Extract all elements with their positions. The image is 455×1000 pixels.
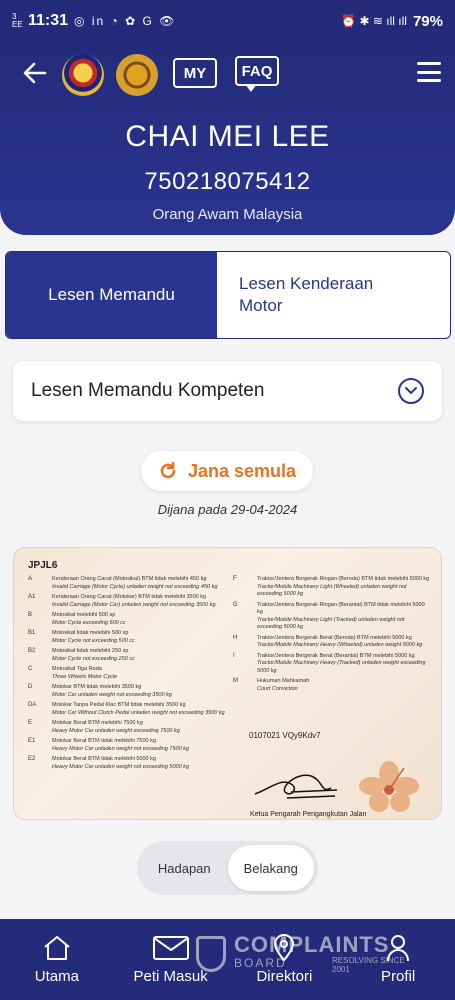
arrow-left-icon (23, 62, 47, 84)
watermark-title: COMPLAINTS (234, 932, 390, 957)
signer-title: Ketua Pengarah Pengangkutan Jalan (250, 811, 367, 818)
license-class-row: H Traktor/Jentera Bergerak Berat (Beroda) BTM melebihi 5000 kg Tractor/Mobile Machinery Heavy (Wheeled) unladen weight 5000 kg (233, 634, 423, 648)
license-classes-col1 (28, 576, 228, 774)
battery-level: 79% (412, 12, 443, 30)
faq-button[interactable] (235, 56, 279, 86)
license-class-row: D Motokar BTM tidak melebihi 3500 kg Motor Car unladen weight not exceeding 3500 kg (28, 684, 172, 698)
carrier-label: 3 EE (12, 12, 23, 29)
license-class-row: M Hukuman Mahkamah Court Conviction (233, 678, 310, 692)
regenerate-label: Jana semula (187, 460, 297, 481)
license-classes-col2 (233, 576, 431, 696)
license-class-row: C Motosikal Tiga Roda Three Wheels Motor Cycle (28, 666, 118, 680)
nav-item-peti-masuk[interactable] (114, 919, 228, 1000)
nav-item-direktori[interactable] (228, 919, 342, 1000)
nav-item-profil[interactable] (341, 919, 455, 1000)
location-icon (271, 934, 297, 962)
tab-lesen-kenderaan-motor[interactable] (217, 252, 450, 338)
tab-lesen-memandu[interactable] (6, 252, 217, 338)
license-class-row: E2 Motokar Berat BTM tidak melebihi 5000 kg Heavy Motor Car unladen weight not exceeding 5000 kg (28, 756, 189, 770)
user-type: Orang Awam Malaysia (152, 206, 303, 223)
user-ic-number: 750218075412 (144, 168, 311, 195)
jpj-logo-icon (116, 54, 158, 96)
tab-label: Lesen Memandu (48, 285, 175, 304)
license-class-row: I Traktor/Jentera Bergerak Berat (Berantai) BTM melebihi 5000 kg Tractor/Mobile Machinery Heavy (Tracked) unladen weight exceeding 5000 kg (233, 652, 426, 674)
license-class-row: E1 Motokar Berat BTM tidak melebihi 7500 kg Heavy Motor Car unladen weight not exceeding 7500 kg (28, 738, 189, 752)
license-class-row: B Motosikal melebihi 500 sp Motor Cycle exceeding 500 cc (28, 612, 126, 626)
license-card-back (13, 547, 442, 820)
chevron-down-icon (398, 378, 424, 404)
system-icons: ⏰ ✱ ≋ ıll ıll (341, 14, 407, 28)
regenerate-button[interactable] (141, 451, 313, 491)
generated-date: Dijana pada 29-04-2024 (157, 502, 298, 517)
faq-label: FAQ (241, 62, 273, 80)
nav-label: Utama (34, 968, 79, 985)
user-name: CHAI MEI LEE (125, 120, 330, 153)
hibiscus-icon (354, 760, 424, 816)
notification-icons: ◎ in ◔ ✿ G 👁 (74, 14, 177, 28)
watermark-board: BOARD (234, 956, 287, 970)
my-label: MY (183, 64, 207, 82)
home-icon (42, 934, 72, 962)
license-type-value: Lesen Memandu Kompeten (31, 380, 265, 401)
license-class-row: B1 Motosikal tidak melebihi 500 sp Motor Cycle not exceeding 500 cc (28, 630, 135, 644)
nav-label: Peti Masuk (133, 968, 208, 985)
nav-item-utama[interactable] (0, 919, 114, 1000)
license-class-row: A1 Kenderaan Orang Cacat (Motokar) BTM tidak melebihi 3500 kg Invalid Carriage (Motor Car) unladen weight not exceeding 3500 kg (28, 594, 216, 608)
signature-icon (251, 758, 341, 808)
refresh-icon (158, 461, 178, 481)
person-icon (385, 934, 411, 962)
profile-header (0, 42, 455, 235)
card-form-code: JPJL6 (28, 560, 58, 571)
bottom-navigation (0, 919, 455, 1000)
license-class-row: E Motokar Berat BTM melebihi 7500 kg Heavy Motor Car unladen weight exceeding 7500 kg (28, 720, 180, 734)
back-side-option[interactable] (228, 845, 315, 891)
back-label: Belakang (243, 860, 298, 876)
nav-label: Profil (381, 968, 416, 985)
card-serial-number: 0107021 VQy9Kdv7 (249, 731, 321, 740)
nav-label: Direktori (256, 968, 313, 985)
card-side-toggle (137, 841, 318, 895)
malaysia-crest-icon (62, 54, 104, 96)
license-class-row: F Traktor/Jentera Bergerak Ringan (Beroda) BTM tidak melebihi 5000 kg Tractor/Mobile Machinery Light (Wheeled) unladen weight not exceeding 5000 kg (233, 576, 430, 597)
license-class-row: A Kenderaan Orang Cacat (Motosikal) BTM tidak melebihi 450 kg Invalid Carriage (Motor Cycle) unladen weight not exceeding 450 kg (28, 576, 218, 590)
mail-icon (152, 934, 190, 962)
license-tabs (5, 251, 451, 339)
front-side-option[interactable] (141, 845, 228, 891)
license-class-row: B2 Motosikal tidak melebihi 250 sp Motor Cycle not exceeding 250 cc (28, 648, 135, 662)
license-class-row: DA Motokar Tanpa Pedal Klac BTM tidak melebihi 3500 kg Motor Car Without Clutch Pedal unladen weight not exceeding 3500 kg (28, 702, 225, 716)
status-bar (0, 0, 455, 42)
license-type-select[interactable] (13, 361, 442, 421)
mysejahtera-button[interactable] (173, 58, 217, 88)
back-button[interactable] (20, 58, 50, 88)
watermark-tagline: RESOLVING SINCE 2001 (332, 956, 405, 974)
hamburger-menu-icon[interactable] (417, 62, 441, 82)
tab-label: Lesen Kenderaan Motor (239, 274, 374, 315)
front-label: Hadapan (157, 860, 211, 876)
license-class-row: G Traktor/Jentera Bergerak Ringan (Berantai) BTM tidak melebihi 5000 kg Tractor/Mobile Machinery Light (Tracked) unladen weight not exceeding 5000 kg (233, 601, 425, 630)
status-time: 11:31 (28, 12, 69, 29)
